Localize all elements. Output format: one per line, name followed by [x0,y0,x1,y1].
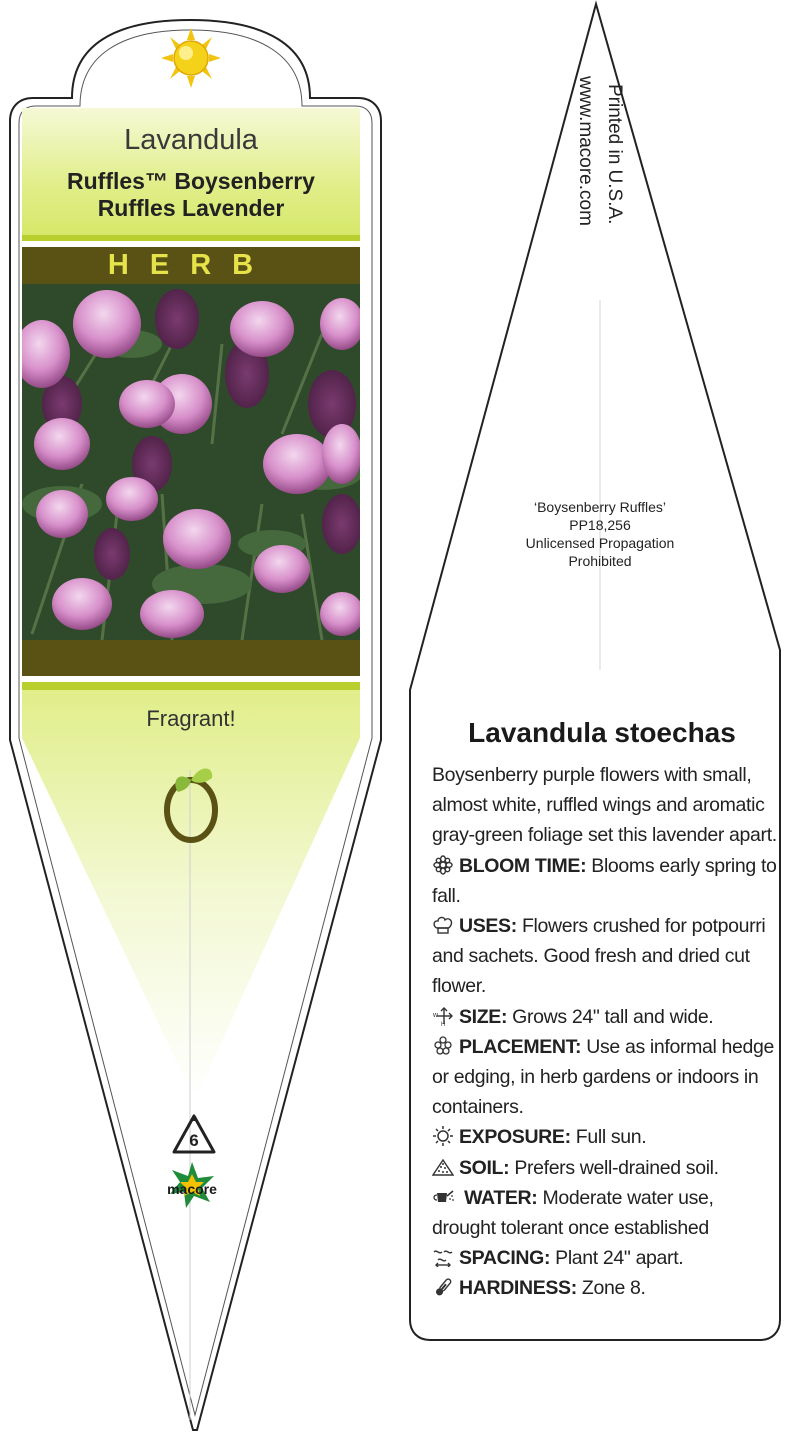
attribute-label: BLOOM TIME: [459,854,587,877]
species-name: Lavandula stoechas [468,717,736,748]
attribute-text: Use as informal hedge or edging, in herb gardens or indoors in containers. [432,1035,775,1119]
photo-bottom-band [22,640,360,676]
printed-in-usa: Printed in U.S.A. [604,84,625,225]
attribute-size [432,1002,777,1032]
attribute-label: WATER: [464,1186,538,1209]
watering-can-icon [432,1187,454,1207]
attribute-placement [432,1032,777,1123]
attribute-label: SOIL: [459,1156,510,1179]
attribute-label: HARDINESS: [459,1277,577,1300]
patent-line: PP18,256 [569,517,631,533]
website-url: www.macore.com [575,76,596,226]
recycle-icon [170,1112,218,1158]
attribute-text: Moderate water use, drought tolerant once established [432,1186,714,1240]
attribute-text: Blooms early spring to fall. [432,854,777,907]
recycle-code: 6 [189,1131,199,1150]
attribute-bloom-time [432,851,777,911]
attribute-text: Prefers well-drained soil. [514,1156,719,1179]
size-icon [432,1006,454,1026]
plant-genus: Lavandula [124,124,258,156]
cultivar-name [22,168,360,222]
attribute-label: SIZE: [459,1005,508,1028]
attribute-label: EXPOSURE: [459,1126,571,1149]
attribute-label: SPACING: [459,1247,551,1270]
attribute-uses [432,911,777,1002]
svg-text:w: w [433,1011,438,1019]
attribute-label: PLACEMENT: [459,1035,582,1058]
brand-name: macore [167,1181,217,1197]
attribute-text: Plant 24" apart. [555,1247,684,1270]
sun-outline-icon [432,1126,454,1146]
patent-notice [505,498,695,570]
macore-logo [158,1160,226,1218]
soil-icon [432,1157,454,1177]
cultivar-line-1: Ruffles™ Boysenberry [67,168,315,194]
cultivar-line-2: Ruffles Lavender [97,195,285,221]
attribute-exposure [432,1122,777,1152]
attribute-water [432,1183,777,1243]
attribute-soil [432,1153,777,1183]
care-info [432,760,777,1304]
attribute-label: USES: [459,915,517,938]
patent-line: Prohibited [568,553,632,569]
patent-line: Unlicensed Propagation [525,535,675,551]
svg-text:H: H [441,1021,445,1026]
attribute-text: Flowers crushed for potpourri and sachets. Good fresh and dried cut flower. [432,915,766,998]
attribute-text: Zone 8. [581,1277,646,1300]
tagline: Fragrant! [146,706,236,731]
flower-icon [432,855,454,875]
thermometer-icon [432,1277,454,1297]
chef-hat-icon [432,915,454,935]
category-label: HERB [107,249,275,281]
attribute-text: Grows 24" tall and wide. [512,1005,714,1028]
placement-icon [432,1036,454,1056]
category-band [22,247,360,284]
attribute-text: Full sun. [575,1126,647,1149]
attribute-spacing [432,1243,777,1273]
plant-photo [22,284,360,640]
description: Boysenberry purple flowers with small, almost white, ruffled wings and aromatic gray-green foliage set this lavender apart. [432,764,777,847]
attribute-hardiness [432,1273,777,1303]
sun-icon [161,28,221,88]
spacing-icon [432,1247,454,1267]
patent-line: ‘Boysenberry Ruffles’ [533,499,667,515]
